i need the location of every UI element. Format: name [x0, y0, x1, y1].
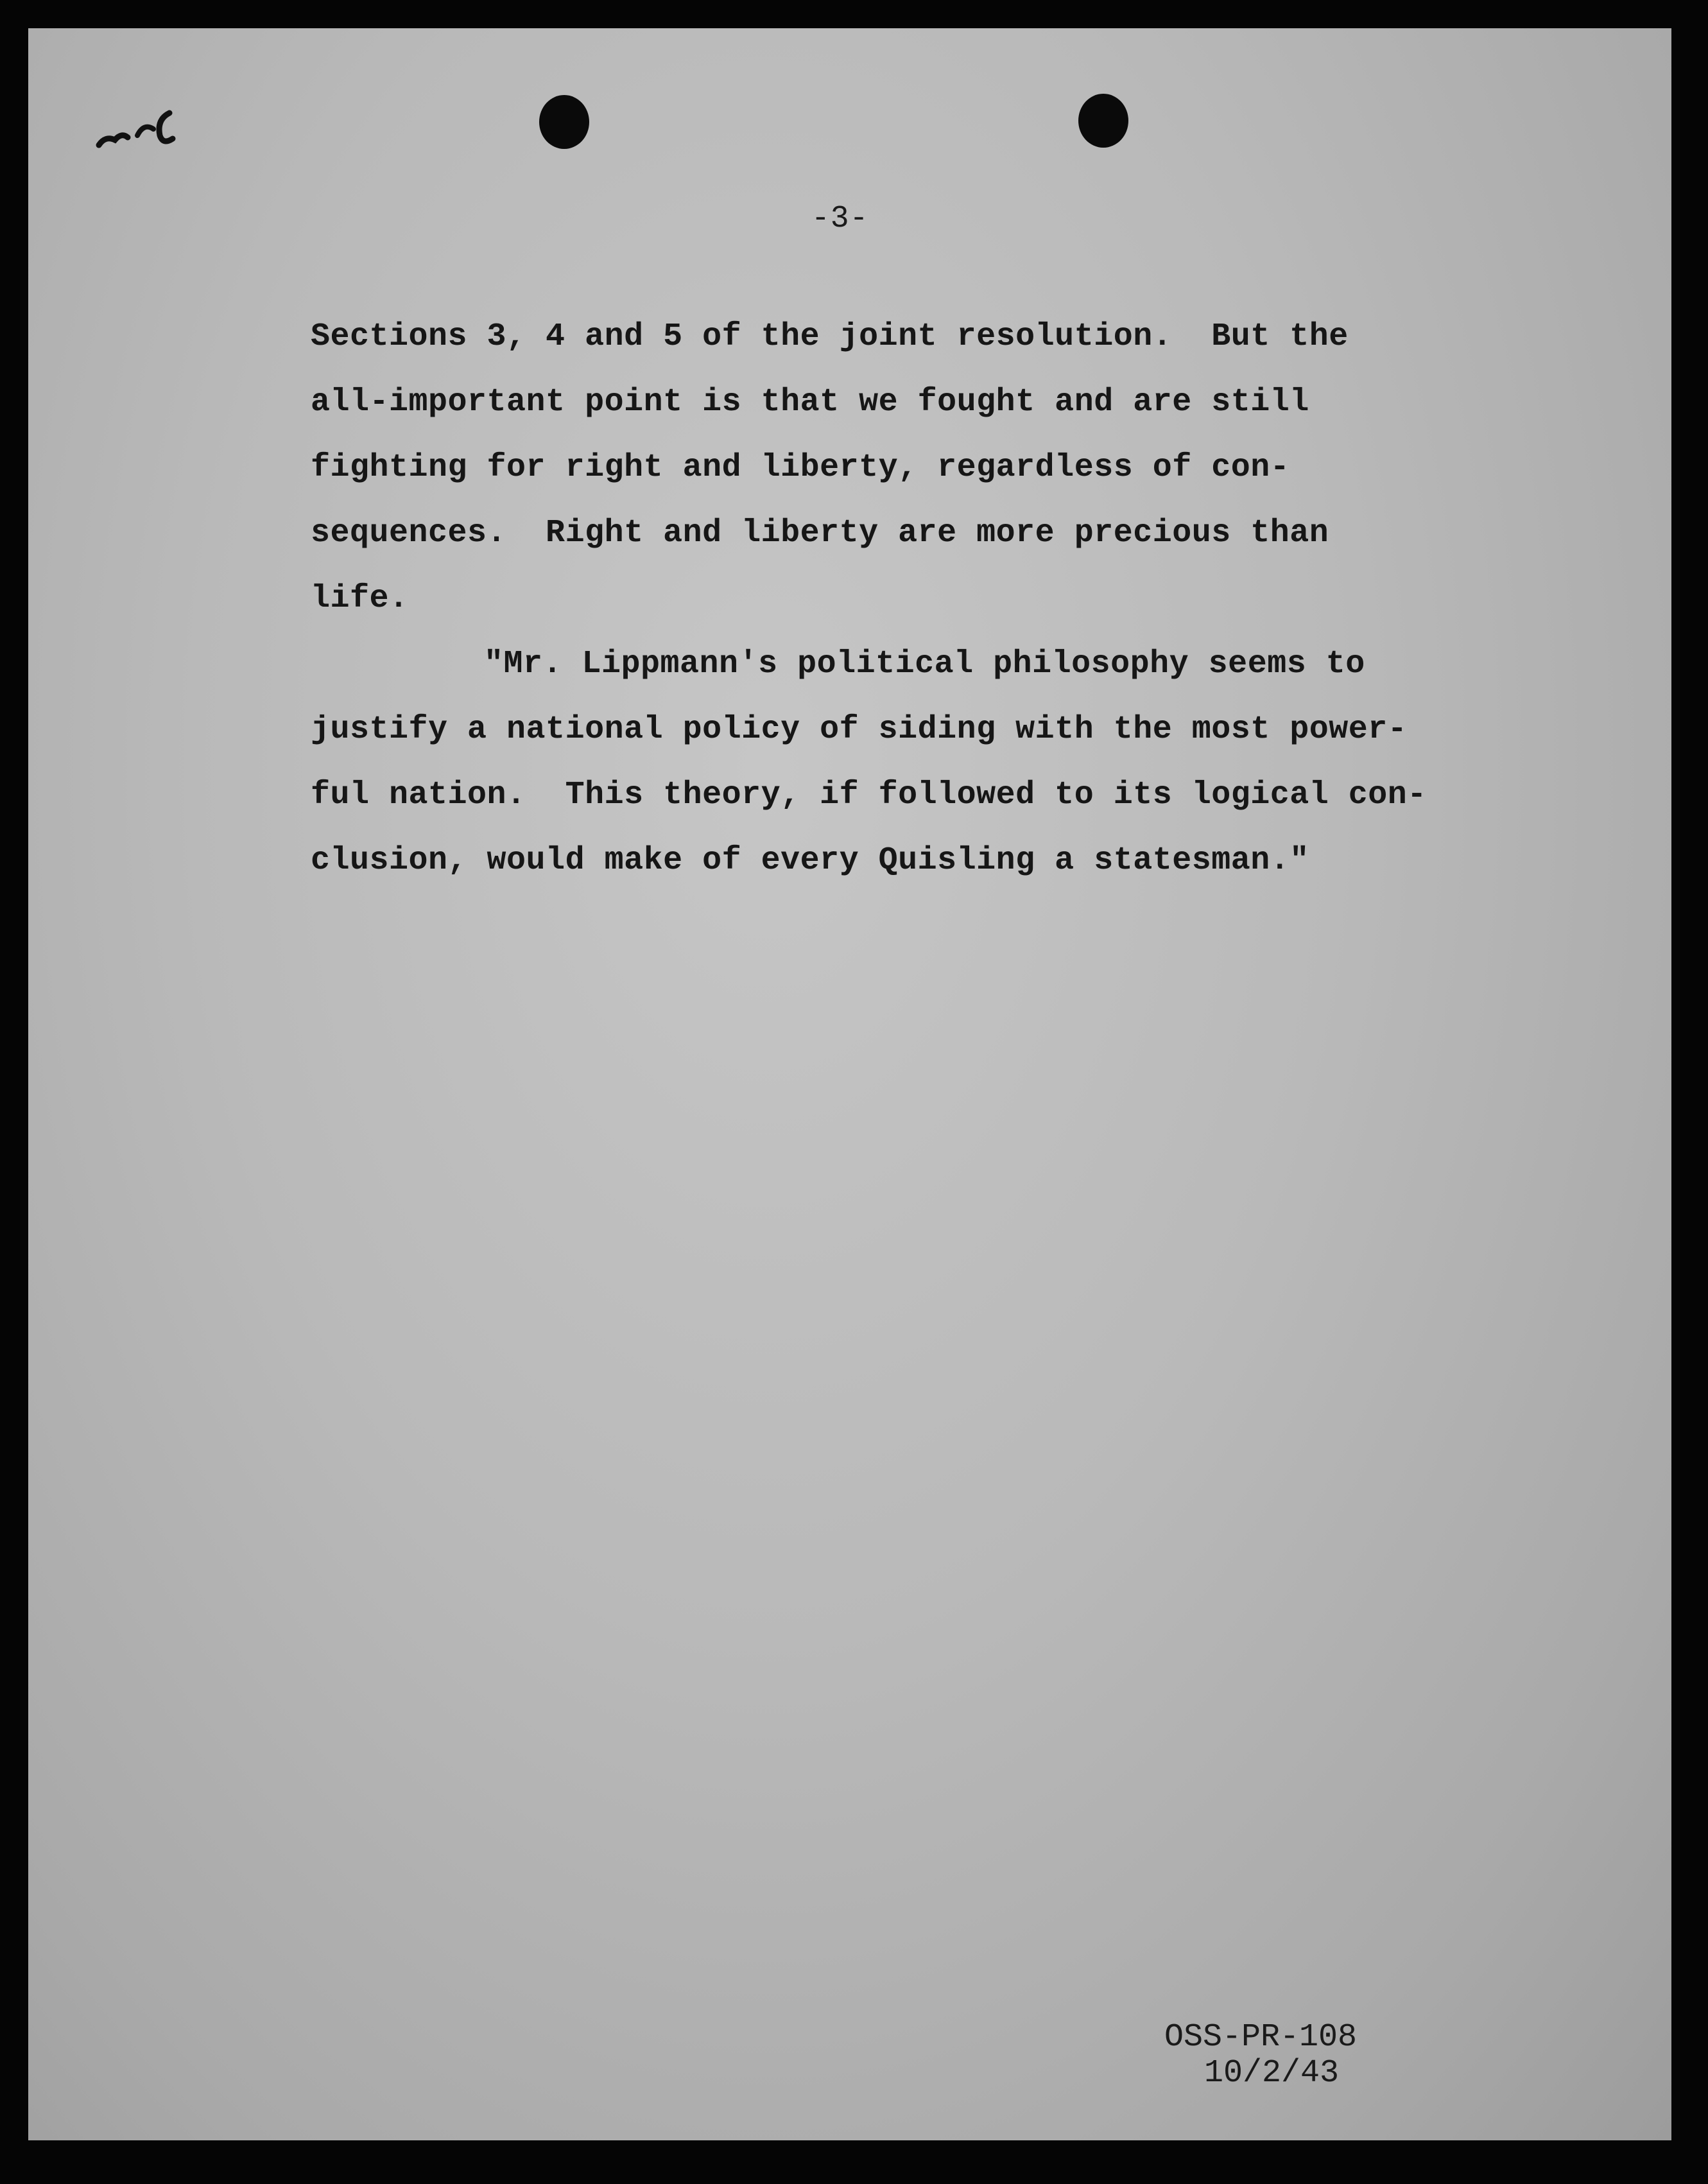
text-line: life.	[311, 580, 409, 617]
text-line: sequences. Right and liberty are more precious than	[311, 515, 1329, 551]
text-line: Sections 3, 4 and 5 of the joint resolution. But the	[311, 318, 1349, 355]
punch-hole-left	[539, 95, 589, 149]
text-line: ful nation. This theory, if followed to its logical con-	[311, 777, 1427, 813]
document-page	[28, 28, 1671, 2140]
text-line: "Mr. Lippmann's political philosophy seems to	[484, 646, 1365, 682]
text-line: clusion, would make of every Quisling a statesman."	[311, 842, 1309, 879]
text-line: all-important point is that we fought and are still	[311, 384, 1309, 420]
punch-hole-right	[1078, 94, 1128, 148]
reference-code: OSS-PR-108	[1164, 2019, 1358, 2056]
body-text	[311, 304, 1440, 894]
text-line: fighting for right and liberty, regardless of con-	[311, 449, 1290, 486]
handwritten-mark	[92, 100, 189, 158]
text-line: justify a national policy of siding with the most power-	[311, 711, 1408, 748]
reference-date: 10/2/43	[1204, 2055, 1340, 2092]
document-reference	[1164, 2020, 1357, 2092]
page-number: -3-	[811, 202, 869, 236]
